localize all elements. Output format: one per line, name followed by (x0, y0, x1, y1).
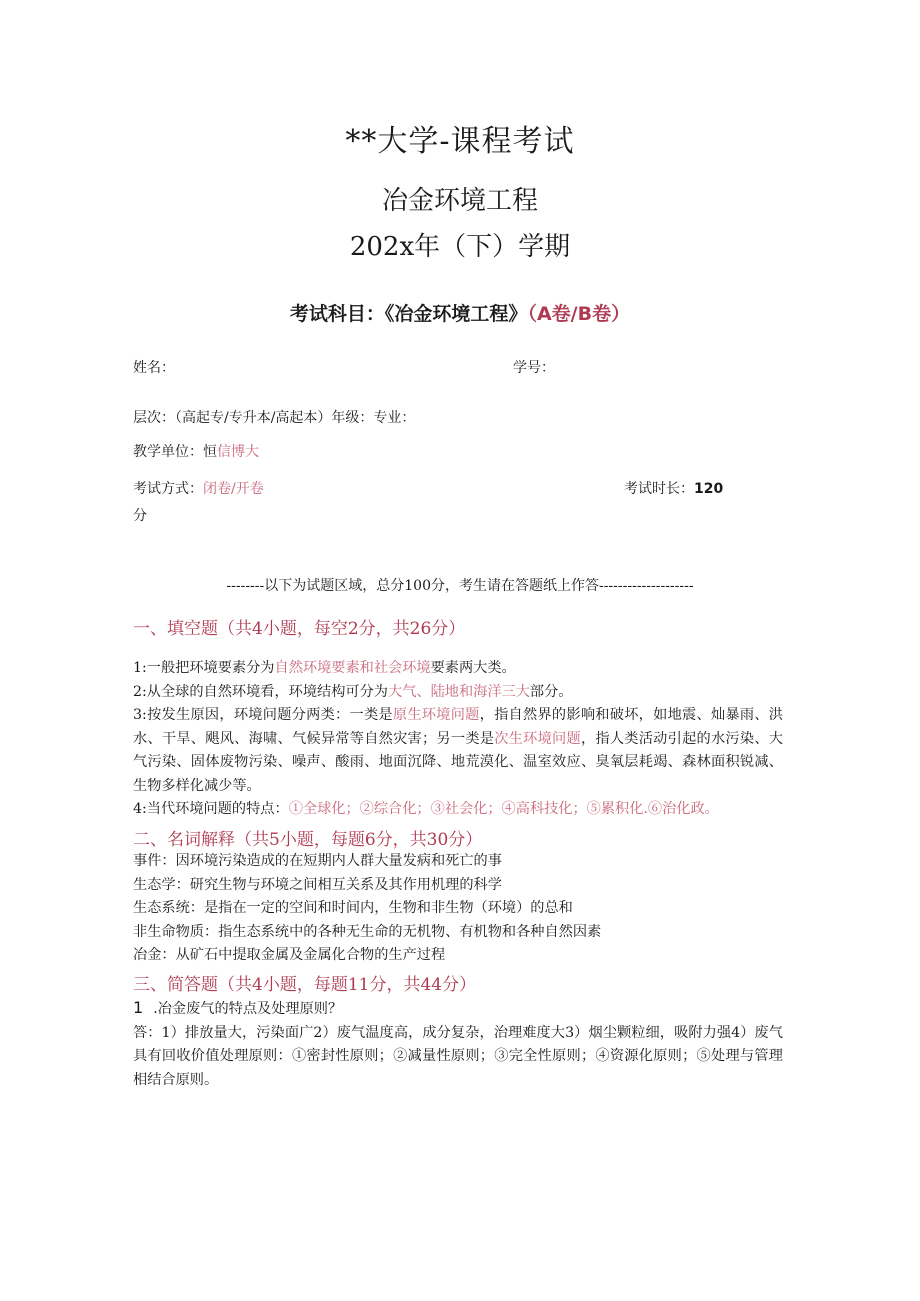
duration-unit: 分 (133, 508, 147, 524)
fill-question-4 (133, 798, 783, 822)
fill-question-3 (133, 704, 783, 798)
q3-text-c: ，指人类活动引起的水污染、大气污染、固体废物污染、噪声、酸雨、地面沉降、地荒漠化、温室效应、臭氧层耗竭、森林面积锐减、生物多样化减少等。 (133, 730, 783, 794)
duration-value: 120 (694, 481, 724, 497)
exam-mode-line (133, 478, 264, 498)
question-area-divider: --------以下为试题区域，总分100分，考生请在答题纸上作答-------------------- (226, 578, 694, 594)
definition-item: 事件：因环境污染造成的在短期内人群大量发病和死亡的事 (133, 853, 502, 869)
duration-label: 考试时长： (624, 481, 694, 497)
unit-line (133, 441, 259, 461)
q4-text-before: 4:当代环境问题的特点： (133, 801, 289, 817)
unit-label: 教学单位： (133, 444, 203, 460)
q3-text-a: 3:按发生原因，环境问题分两类：一类是 (133, 707, 393, 723)
section-3-heading: 三、简答题（共4小题，每题11分，共44分） (133, 975, 477, 995)
paper-type: （A卷/B卷） (527, 303, 631, 325)
section-3-questions (133, 996, 783, 1092)
short-question-text: .冶金废气的特点及处理原则？ (153, 1001, 343, 1017)
q3-text-b: ，指自然界的影响和破坏，如地震、灿暴雨、洪水、干旱、飓风、海啸、气候异常等自然灾害；另一类是 (133, 707, 783, 747)
student-id-label: 学号： (513, 360, 555, 376)
course-name: 冶金环境工程 (381, 186, 538, 216)
definition-item: 冶金：从矿石中提取金属及金属化合物的生产过程 (133, 947, 446, 963)
short-question-number: 1 (133, 998, 144, 1017)
q1-text-after: 要素两大类。 (430, 660, 516, 676)
exam-title: **大学-课程考试 (345, 124, 575, 159)
duration-line (624, 478, 723, 498)
fill-question-2 (133, 681, 783, 705)
name-label: 姓名： (133, 360, 175, 376)
section-2-definitions (133, 850, 783, 968)
unit-value: 信博大 (217, 444, 259, 460)
unit-value-prefix: 恒 (203, 444, 217, 460)
q3-answer-1: 原生环境问题 (392, 707, 480, 723)
term-label: 202x年（下）学期 (349, 232, 571, 262)
fill-question-1 (133, 657, 783, 681)
definition-item: 生态系统：是指在一定的空间和时间内，生物和非生物（环境）的总和 (133, 900, 573, 916)
short-question-1 (133, 996, 783, 1022)
q3-answer-2: 次生环境问题 (494, 730, 581, 747)
q4-answer: ①全球化；②综合化；③社会化；④高科技化；⑤累积化.⑥治化政。 (288, 801, 719, 817)
definition-item: 非生命物质：指生态系统中的各种无生命的无机物、有机物和各种自然因素 (133, 923, 602, 940)
exam-mode-value: 闭卷/开卷 (203, 481, 264, 497)
subject-label: 考试科目：《冶金环境工程》 (289, 303, 528, 325)
q2-text-before: 2:从全球的自然环境看，环境结构可分为 (133, 683, 388, 700)
definition-item: 生态学：研究生物与环境之间相互关系及其作用机理的科学 (133, 876, 502, 893)
q1-answer: 自然环境要素和社会环境 (274, 660, 431, 676)
level-line: 层次：（高起专/专升本/高起本）年级：专业： (133, 410, 416, 426)
section-2-heading: 二、名词解释（共5小题，每题6分，共30分） (133, 830, 483, 850)
short-answer-1: 答：1）排放量大，污染面广2）废气温度高，成分复杂，治理难度大3）烟尘颗粒细，吸附力强4）废气具有回收价值处理原则：①密封性原则；②减量性原则；③完全性原则；④资源化原则；⑤处理与管理相结合原则。 (133, 1024, 783, 1088)
section-1-heading: 一、填空题（共4小题，每空2分，共26分） (133, 619, 466, 639)
q2-text-after: 部分。 (529, 683, 573, 700)
q1-text-before: 1:一般把环境要素分为 (133, 660, 275, 676)
subject-line (0, 299, 920, 326)
exam-mode-label: 考试方式： (133, 481, 203, 497)
section-1-questions (133, 657, 783, 822)
q2-answer: 大气、陆地和海洋三大 (388, 683, 530, 700)
